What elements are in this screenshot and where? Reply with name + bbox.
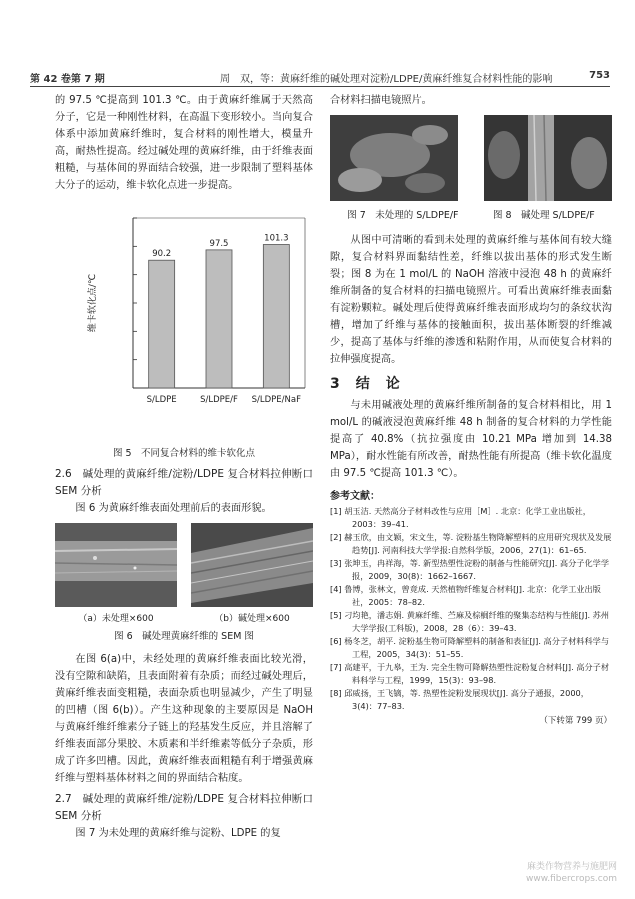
fig7-fig8-captions: [330, 207, 612, 224]
right-column: [330, 92, 612, 730]
sem-image-untreated-fiber: [55, 523, 177, 607]
header-rule: [30, 86, 610, 87]
watermark-name: 麻类作物营养与施肥网: [526, 862, 617, 872]
y-axis-label: 维卡软化点/℃: [88, 273, 98, 333]
fig6a-label: （a）未处理×600: [78, 614, 154, 624]
bar-value-label: 101.3: [264, 233, 289, 244]
fig6b-label: （b）碱处理×600: [214, 614, 290, 624]
fig6-caption: 图 6 碱处理黄麻纤维的 SEM 图: [114, 631, 254, 642]
bar: [149, 260, 175, 388]
references-heading: 参考文献：: [330, 491, 380, 502]
sem-texture-b: [191, 523, 313, 607]
reference-item: [5] 刁均艳，潘志娟. 黄麻纤维、苎麻及棕榈纤维的聚集态结构与性能[J]. 苏州大学学报(工科版)，2008，28（6）：39–43.: [330, 610, 610, 633]
reference-item: [6] 杨冬芝，胡平. 淀粉基生物可降解塑料的制备和表征[J]. 高分子材料科学与工程，2005，34(3)：51–55.: [330, 636, 610, 659]
references-list: [330, 505, 612, 713]
running-header: [30, 70, 610, 86]
paragraph-fig6-intro: 图 6 为黄麻纤维表面处理前后的表面形貌。: [75, 503, 272, 514]
watermark-url: www.fibercrops.com: [526, 874, 617, 884]
section-2-6-title: 2.6 碱处理的黄麻纤维/淀粉/LDPE 复合材料拉伸断口 SEM 分析: [55, 468, 313, 497]
fig8-caption: 图 8 碱处理 S/LDPE/F: [492, 210, 595, 221]
fig7-caption: 图 7 未处理的 S/LDPE/F: [347, 210, 459, 221]
section-2-7-title: 2.7 碱处理的黄麻纤维/淀粉/LDPE 复合材料拉伸断口 SEM 分析: [55, 793, 313, 822]
fig6-photos: [55, 523, 313, 628]
x-tick-label: S/LDPE/F: [200, 395, 238, 405]
sem-image-fig8: [484, 115, 612, 201]
reference-item: [7] 高建平，于九皋，王为. 完全生物可降解热塑性淀粉复合材料[J]. 高分子材料科学与工程，1999，15(3)：93–98.: [330, 662, 610, 685]
paragraph-conclusion: 与未用碱液处理的黄麻纤维所制备的复合材料相比，用 1 mol/L 的碱液浸泡黄麻纤维 48 h 制备的复合材料的力学性能提高了 40.8%（抗拉强度由 10.21 MPa 增加到 14.38 MPa），耐水性能有所改善，耐热性能有所提高（维卡软化温度由 97.5 ℃提高 101.3 ℃）。: [330, 400, 612, 479]
bar: [206, 250, 232, 388]
vicat-bar-chart: [55, 200, 313, 425]
bar-value-label: 90.2: [152, 249, 172, 260]
fig6b-panel: [191, 523, 313, 628]
paragraph-vicat-discussion: 的 97.5 ℃提高到 101.3 ℃。由于黄麻纤维属于天然高分子，它是一种刚性材料，在高温下变形较小。当向复合体系中添加黄麻纤维时，复合材料的刚性增大，模量升高，耐热性提高。经过碱处理的黄麻纤维，由于纤维表面粗糙，与基体间的界面结合较强，进一步限制了塑料基体大分子的运动，维卡软化点进一步提高。: [55, 95, 313, 191]
sem-texture-fig7: [330, 115, 458, 201]
paragraph-fig7-intro: 图 7 为未处理的黄麻纤维与淀粉、LDPE 的复: [75, 828, 281, 839]
bar-value-label: 97.5: [209, 238, 229, 249]
page-number: 753: [589, 70, 610, 81]
fig7-fig8-photos: [330, 115, 612, 201]
reference-item: [3] 张坤玉，冉祥海，等. 新型热塑性淀粉的制备与性能研究[J]. 高分子化学学报，2009，30(8)：1662–1667.: [330, 558, 610, 581]
fig5-chart: [55, 200, 313, 445]
paragraph-fig6-analysis: 在图 6(a)中，未经处理的黄麻纤维表面比较光滑，没有空隙和缺陷，且表面附着有杂质；而经过碱处理后，黄麻纤维表面变粗糙，表面杂质也明显减少，产生了明显的凹槽（图 6(b)）。产生这种现象的主要原因是 NaOH 与黄麻纤维纤维素分子链上的羟基发生反应，并且溶解了纤维表面部分果胶、木质素和半纤维素等低分子杂质，形成了许多凹槽。因此，黄麻纤维表面粗糙有利于增强黄麻纤维与塑料基体材料之间的界面结合粘度。: [55, 654, 313, 784]
running-title: 周 双，等：黄麻纤维的碱处理对淀粉/LDPE/黄麻纤维复合材料性能的影响: [220, 74, 553, 85]
continued-note: （下转第 799 页）: [539, 716, 612, 726]
site-watermark: [526, 861, 617, 885]
sem-image-treated-fiber: [191, 523, 313, 607]
x-tick-label: S/LDPE/NaF: [251, 395, 302, 405]
paragraph-sem-analysis: 从图中可清晰的看到未处理的黄麻纤维与基体间有较大缝隙，复合材料界面黏结性差，纤维以拔出基体的形式发生断裂；图 8 为在 1 mol/L 的 NaOH 溶液中浸泡 48 h 的黄麻纤维所制备的复合材料的扫描电镜照片。可看出黄麻纤维表面黏有淀粉颗粒。碱处理后使得黄麻纤维表面形成均匀的条纹状沟槽，增加了纤维与基体的接触面积，拔出基体断裂的纤维减少，提高了基体与纤维的渗透和粘附作用，从而使复合材料的拉伸强度提高。: [330, 235, 612, 365]
reference-item: [4] 鲁博，张林文，曾竟成. 天然植物纤维复合材料[J]. 北京：化学工业出版社，2005：78–82.: [330, 584, 601, 607]
x-tick-label: S/LDPE: [146, 395, 177, 405]
bar: [263, 244, 289, 388]
fig6a-panel: [55, 523, 177, 628]
reference-item: [8] 邱威扬，王飞镝，等. 热塑性淀粉发展现状[J]. 高分子通报，2000，3(4)：77–83.: [330, 688, 589, 711]
sem-image-fig7: [330, 115, 458, 201]
sem-texture-fig8: [484, 115, 612, 201]
section-3-title: 3 结 论: [330, 376, 401, 392]
reference-item: [2] 赫玉欣，由文颖，宋文生，等. 淀粉基生物降解塑料的应用研究现状及发展趋势[J]. 河南科技大学学报:自然科学版，2006，27(1)：61–65.: [330, 532, 612, 555]
fig5-caption: 图 5 不同复合材料的维卡软化点: [112, 448, 256, 459]
reference-item: [1] 胡玉洁. 天然高分子材料改性与应用［M］. 北京：化学工业出版社，2003：39–41.: [330, 506, 591, 529]
paragraph-continuation: 合材料扫描电镜照片。: [330, 95, 432, 106]
sem-texture-a: [55, 523, 177, 607]
left-column: [55, 92, 313, 842]
issue-label: 第 42 卷第 7 期: [30, 74, 105, 85]
